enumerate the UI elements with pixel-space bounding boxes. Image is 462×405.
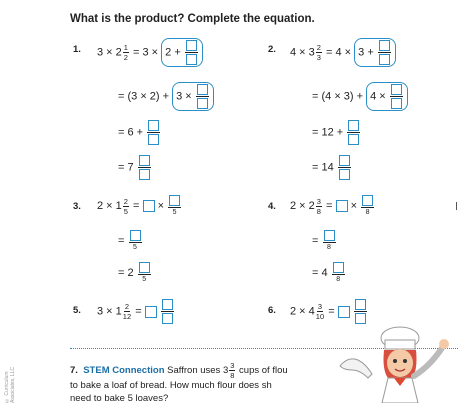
problem-3-number: 3. (73, 201, 81, 212)
answer-box[interactable] (186, 40, 197, 51)
answer-box[interactable] (391, 98, 402, 109)
answer-box[interactable] (339, 155, 350, 166)
answer-box[interactable] (139, 155, 150, 166)
problem-4-line-3: = 4 8 (312, 262, 346, 284)
problem-2-line-3: = 12 + (312, 120, 361, 145)
stem-title: STEM Connection (83, 365, 165, 377)
problem-4-line-2: = 8 (312, 230, 337, 252)
answer-box[interactable] (379, 40, 390, 51)
chef-arm-left (340, 359, 372, 378)
problem-2-line-1: 4 × 3 $\frac{2}{3}$ = 4 × 3 + (290, 38, 396, 67)
problem-4-line-1: 2 × 2 $\frac{3}{8}$ = × 8 (290, 195, 375, 217)
problem-1-line-1: 3 × 2 $\frac{1}{2}$ = 3 × 2 + (97, 38, 203, 67)
answer-box[interactable] (362, 195, 373, 206)
problem-1-line-4: = 7 (118, 155, 152, 180)
answer-box[interactable] (339, 169, 350, 180)
answer-box[interactable] (333, 262, 344, 273)
answer-box[interactable] (379, 54, 390, 65)
problem-3-line-2: = 5 (118, 230, 143, 252)
problem-3-line-3: = 2 5 (118, 262, 152, 284)
answer-box[interactable] (324, 230, 335, 241)
answer-box[interactable] (162, 313, 173, 324)
parentheses-group: 4 × (366, 82, 408, 111)
answer-box[interactable] (162, 299, 173, 310)
problem-2-line-2: = (4 × 3) + 4 × (312, 82, 408, 111)
parentheses-group: 3 + (354, 38, 396, 67)
chef-face (387, 349, 413, 377)
answer-box[interactable] (169, 195, 180, 206)
answer-box[interactable] (197, 84, 208, 95)
answer-box[interactable] (143, 200, 155, 212)
answer-box[interactable] (145, 306, 157, 318)
answer-box[interactable] (148, 120, 159, 131)
parentheses-group: 2 + (161, 38, 203, 67)
chef-arm-right (414, 348, 442, 376)
problem-6-equation: 2 × 4 $\frac{3}{10}$ = (290, 299, 368, 324)
problem-1-line-3: = 6 + (118, 120, 161, 145)
answer-box[interactable] (348, 120, 359, 131)
chef-illustration (338, 326, 460, 403)
problem-5-number: 5. (73, 305, 81, 316)
answer-box[interactable] (348, 134, 359, 145)
problem-1-line-2: = (3 × 2) + 3 × (118, 82, 214, 111)
answer-box[interactable] (148, 134, 159, 145)
answer-box[interactable] (355, 299, 366, 310)
problem-3-line-1: 2 × 1 $\frac{2}{5}$ = × 5 (97, 195, 182, 217)
answer-box[interactable] (336, 200, 348, 212)
problem-4-number: 4. (268, 201, 276, 212)
problem-2-number: 2. (268, 44, 276, 55)
answer-box[interactable] (130, 230, 141, 241)
edge-mark (456, 202, 457, 210)
problem-6-number: 6. (268, 305, 276, 316)
answer-box[interactable] (139, 169, 150, 180)
instructions-heading: What is the product? Complete the equation. (70, 13, 315, 25)
problem-1-number: 1. (73, 44, 81, 55)
problem-2-line-4: = 14 (312, 155, 352, 180)
answer-box[interactable] (338, 306, 350, 318)
answer-box[interactable] (197, 98, 208, 109)
answer-box[interactable] (355, 313, 366, 324)
margin-copyright: © Curriculum Associates, LLC (4, 366, 16, 403)
answer-box[interactable] (139, 262, 150, 273)
stem-connection-problem: 7. STEM Connection Saffron uses 3 $\frac{3}{8}$ cups of flou to bake a loaf of bread. How much flour does sh need to bake 5 loaves? (70, 361, 288, 404)
parentheses-group: 3 × (172, 82, 214, 111)
answer-box[interactable] (186, 54, 197, 65)
answer-box[interactable] (391, 84, 402, 95)
problem-5-equation: 3 × 1 $\frac{2}{12}$ = (97, 299, 175, 324)
